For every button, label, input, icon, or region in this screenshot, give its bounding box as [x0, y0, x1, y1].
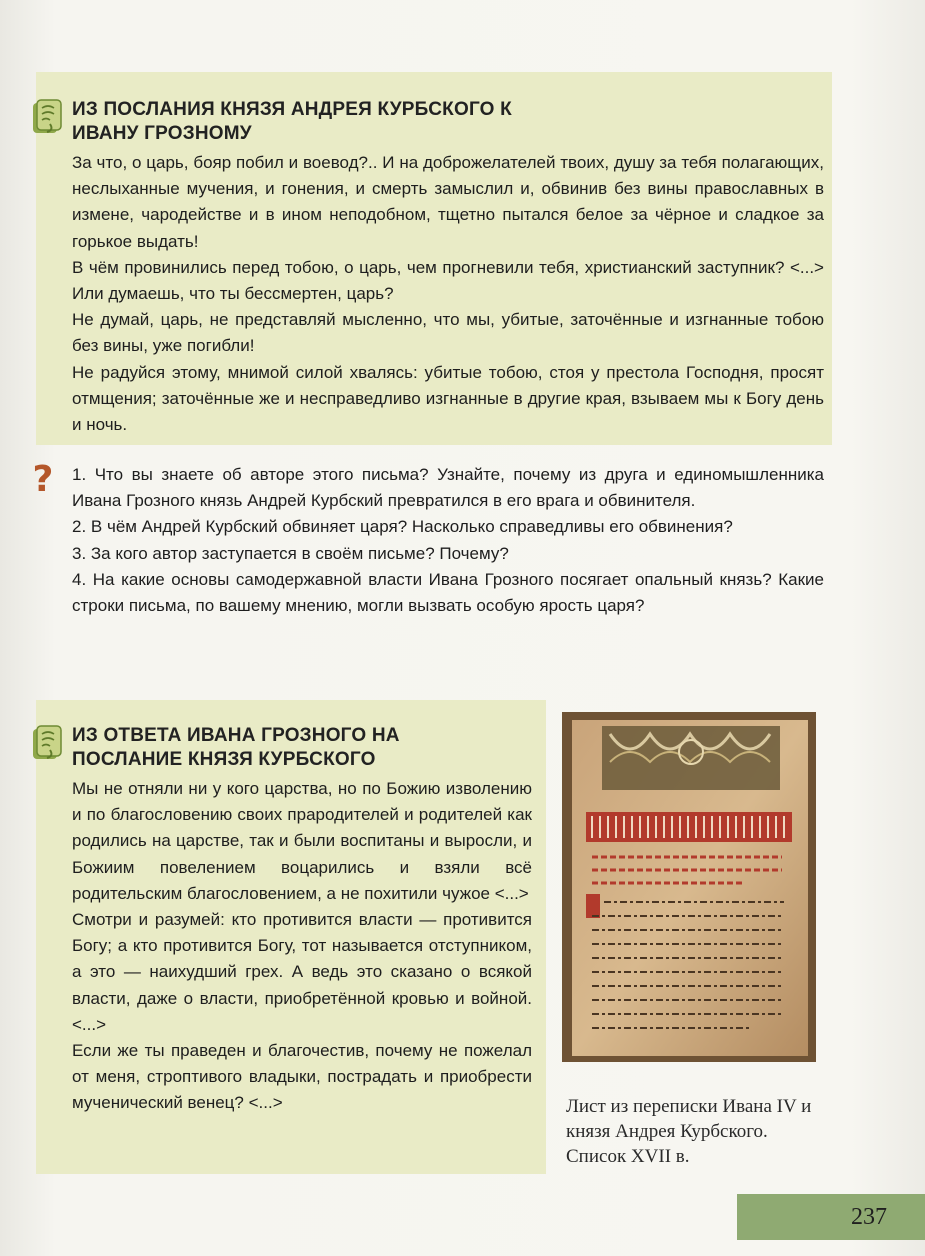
kurbsky-paragraph: Не думай, царь, не представляй мысленно, что мы, убитые, заточённые и изгнанные тобою без вины, уже погибли!: [72, 310, 824, 356]
kurbsky-paragraph: За что, о царь, бояр побил и воевод?.. И на доброжелателей твоих, душу за тебя полагающих, неслыханные мучения, и гонения, и смерть замыслил и, обвинив без вины православных в измене, чародействе и в ином неподобном, тщетно пытался белое за чёрное и сладкое за горькое выдать!: [72, 153, 824, 251]
question-item: 2. В чём Андрей Курбский обвиняет царя? Насколько справедливы его обвинения?: [72, 517, 733, 537]
ivan-paragraph: Мы не отняли ни у кого царства, но по Божию изволению и по благословению своих прародителей и родителей как родились на царстве, так и были воспитаны и выросли, и Божиим повелением воцарились и взяли всё родительским благословением, а не похитили чужое <...>: [72, 779, 532, 903]
page-number: 237: [851, 1204, 887, 1230]
kurbsky-paragraph: Не радуйся этому, мнимой силой хвалясь: убитые тобою, стоя у престола Господня, просят отмщения; заточённые же и несправедливо изгнанные в другие края, взываем мы к Богу день и ночь.: [72, 362, 824, 435]
scroll-document-icon: [30, 98, 64, 136]
section-heading-kurbsky: ИЗ ПОСЛАНИЯ КНЯЗЯ АНДРЕЯ КУРБСКОГО К ИВАНУ ГРОЗНОМУ: [72, 99, 512, 144]
question-item: 3. За кого автор заступается в своём письме? Почему?: [72, 543, 509, 563]
ivan-paragraph: Смотри и разумей: кто противится власти — противится Богу; а кто противится Богу, тот называется отступником, а это — наихудший грех. А ведь это сказано о всякой власти, даже о власти, приобретённой кровью и войной. <...>: [72, 910, 532, 1034]
figure-caption: Лист из переписки Ивана IV и князя Андрея Курбского. Список XVII в.: [566, 1096, 812, 1167]
questions-list: [72, 462, 824, 619]
manuscript-page-image: [562, 712, 816, 1062]
question-item: 4. На какие основы самодержавной власти Ивана Грозного посягает опальный князь? Какие строки письма, по вашему мнению, могли вызвать особую ярость царя?: [72, 569, 824, 616]
kurbsky-letter-text: [72, 150, 824, 438]
ivan-paragraph: Если же ты праведен и благочестив, почему не пожелал от меня, строптивого владыки, пострадать и приобрести мученический венец? <...>: [72, 1041, 532, 1113]
kurbsky-paragraph: В чём провинились перед тобою, о царь, чем прогневили тебя, христианский заступник? <...> Или думаешь, что ты бессмертен, царь?: [72, 257, 824, 304]
question-item: 1. Что вы знаете об авторе этого письма? Узнайте, почему из друга и единомышленника Ивана Грозного князь Андрей Курбский превратился в его врага и обвинителя.: [72, 465, 824, 511]
scroll-document-icon: [30, 724, 64, 762]
question-mark-icon: ?: [32, 459, 54, 500]
section-heading-ivan: ИЗ ОТВЕТА ИВАНА ГРОЗНОГО НА ПОСЛАНИЕ КНЯЗЯ КУРБСКОГО: [72, 725, 400, 770]
ivan-reply-text: [72, 776, 532, 1117]
